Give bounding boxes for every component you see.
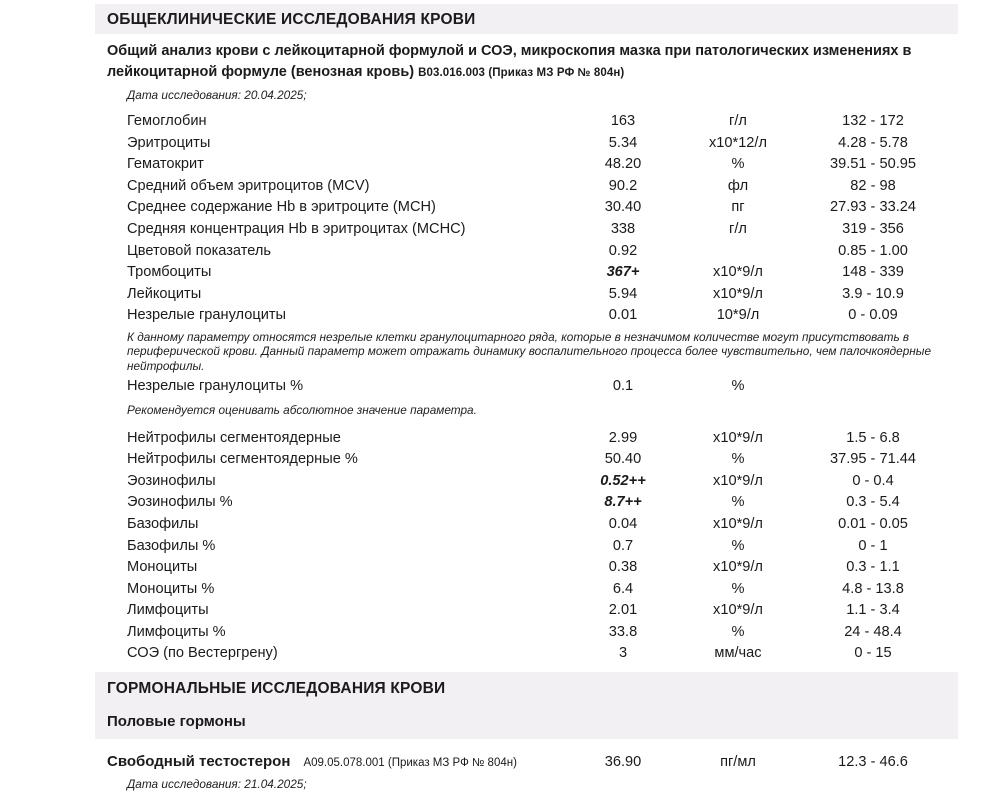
cbc-study-date: Дата исследования: 20.04.2025; <box>127 88 307 102</box>
test-unit: % <box>731 451 745 468</box>
test-unit: пг/мл <box>720 754 756 771</box>
test-value: 163 <box>610 113 636 129</box>
test-unit: х10*12/л <box>708 134 767 151</box>
test-name: Базофилы <box>127 515 199 532</box>
test-unit: % <box>731 156 745 173</box>
test-reference: 4.28 - 5.78 <box>838 134 908 151</box>
test-value: 338 <box>610 220 636 237</box>
test-name: Средний объем эритроцитов (MCV) <box>127 177 370 194</box>
hormone-test-row <box>95 752 958 773</box>
subsection-title-sex-hormones: Половые гормоны <box>107 713 246 731</box>
table-row <box>95 643 958 665</box>
test-reference: 24 - 48.4 <box>844 623 902 640</box>
table-row <box>95 579 958 601</box>
table-row <box>95 492 958 514</box>
test-reference: 0 - 15 <box>854 645 892 662</box>
test-value: 36.90 <box>604 754 642 771</box>
test-name: Лимфоциты <box>127 602 209 619</box>
test-value: 367+ <box>606 264 640 281</box>
cbc-subtitle-text: Общий анализ крови с лейкоцитарной формулой и СОЭ, микроскопия мазка при патологических изменениях в лейкоцитарной формуле (венозная кровь) <box>107 43 912 80</box>
test-unit: 10*9/л <box>716 307 760 324</box>
test-reference: 132 - 172 <box>842 113 904 129</box>
test-value: 6.4 <box>612 580 634 597</box>
test-name: Среднее содержание Hb в эритроците (MCH) <box>127 199 436 216</box>
table-row <box>95 514 958 536</box>
test-name: Нейтрофилы сегментоядерные <box>127 429 341 446</box>
test-value: 0.1 <box>612 378 634 395</box>
hormone-study-date: Дата исследования: 21.04.2025; <box>127 777 307 791</box>
test-reference: 319 - 356 <box>842 220 904 237</box>
test-value: 8.7++ <box>604 494 642 511</box>
table-row <box>95 111 958 133</box>
test-reference: 0 - 0.09 <box>848 307 898 324</box>
test-value: 30.40 <box>604 199 642 216</box>
test-reference: 0 - 0.4 <box>852 472 894 489</box>
table-row <box>95 622 958 644</box>
test-unit: х10*9/л <box>713 559 763 576</box>
test-value: 5.34 <box>608 134 638 151</box>
test-name: Лейкоциты <box>127 285 202 302</box>
test-value: 2.01 <box>608 602 638 619</box>
test-reference: 0.85 - 1.00 <box>838 242 908 259</box>
test-name: Моноциты % <box>127 580 215 597</box>
table-row <box>95 376 958 398</box>
test-unit: г/л <box>729 113 747 129</box>
cbc-subtitle <box>107 41 946 84</box>
test-reference: 0.3 - 5.4 <box>846 494 900 511</box>
table-row <box>95 133 958 155</box>
test-name: Цветовой показатель <box>127 242 271 259</box>
test-name: Свободный тестостерон <box>107 753 291 771</box>
test-value: 2.99 <box>608 429 638 446</box>
test-reference: 39.51 - 50.95 <box>829 156 916 173</box>
test-code: A09.05.078.001 (Приказ МЗ РФ № 804н) <box>303 757 517 770</box>
test-unit: % <box>731 378 745 395</box>
test-unit: х10*9/л <box>713 515 763 532</box>
cbc-table <box>95 111 958 665</box>
test-unit: х10*9/л <box>713 429 763 446</box>
test-reference: 82 - 98 <box>850 177 896 194</box>
section-title-hormones: ГОРМОНАЛЬНЫЕ ИССЛЕДОВАНИЯ КРОВИ <box>107 680 446 698</box>
test-reference: 4.8 - 13.8 <box>842 580 904 597</box>
lab-report-page <box>95 0 958 791</box>
table-row <box>95 600 958 622</box>
row-note: К данному параметру относятся незрелые клетки гранулоцитарного ряда, которые в незначимом количестве могут присутствовать в периферической крови. Данный параметр может отражать динамику воспалительного процесса более чувствительно, чем палочкоядерные нейтрофилы. <box>127 329 932 373</box>
row-note: Рекомендуется оценивать абсолютное значение параметра. <box>127 403 477 418</box>
table-row <box>95 449 958 471</box>
test-value: 0.92 <box>608 242 638 259</box>
test-value: 5.94 <box>608 285 638 302</box>
test-name: Гематокрит <box>127 156 204 173</box>
table-row <box>95 262 958 284</box>
section-title-cbc: ОБЩЕКЛИНИЧЕСКИЕ ИССЛЕДОВАНИЯ КРОВИ <box>95 4 958 34</box>
test-value: 0.38 <box>608 559 638 576</box>
test-name: СОЭ (по Вестергрену) <box>127 645 278 662</box>
test-reference: 0 - 1 <box>858 537 888 554</box>
test-reference: 27.93 - 33.24 <box>829 199 916 216</box>
test-unit: х10*9/л <box>713 264 763 281</box>
test-unit: % <box>731 494 745 511</box>
table-row <box>95 557 958 579</box>
cbc-service-code: B03.016.003 (Приказ МЗ РФ № 804н) <box>418 67 625 79</box>
test-unit: х10*9/л <box>713 285 763 302</box>
test-reference: 12.3 - 46.6 <box>838 754 908 771</box>
test-value: 33.8 <box>608 623 638 640</box>
table-row <box>95 154 958 176</box>
test-unit: х10*9/л <box>713 602 763 619</box>
test-value: 0.04 <box>608 515 638 532</box>
test-reference: 0.01 - 0.05 <box>838 515 908 532</box>
table-row <box>95 305 958 327</box>
table-row <box>95 219 958 241</box>
table-row <box>95 241 958 263</box>
table-row <box>95 176 958 198</box>
test-reference: 3.9 - 10.9 <box>842 285 904 302</box>
test-value: 0.52++ <box>600 472 646 489</box>
test-reference: 1.5 - 6.8 <box>846 429 900 446</box>
test-reference: 37.95 - 71.44 <box>829 451 916 468</box>
hormone-test-name-cell <box>95 752 558 773</box>
test-name: Незрелые гранулоциты % <box>127 378 304 395</box>
test-name: Эозинофилы <box>127 472 216 489</box>
test-reference: 148 - 339 <box>842 264 904 281</box>
table-row <box>95 536 958 558</box>
table-row <box>95 428 958 450</box>
test-reference: 1.1 - 3.4 <box>846 602 900 619</box>
table-row <box>95 471 958 493</box>
test-unit: % <box>731 623 745 640</box>
test-name: Нейтрофилы сегментоядерные % <box>127 451 358 468</box>
test-value: 50.40 <box>604 451 642 468</box>
test-unit: пг <box>731 199 745 216</box>
hormone-section <box>95 672 958 739</box>
test-unit: мм/час <box>714 645 762 662</box>
test-name: Лимфоциты % <box>127 623 226 640</box>
table-row <box>95 197 958 219</box>
test-unit: фл <box>727 177 749 194</box>
test-value: 0.01 <box>608 307 638 324</box>
test-name: Незрелые гранулоциты <box>127 307 287 324</box>
test-name: Средняя концентрация Hb в эритроцитах (MCHC) <box>127 220 466 237</box>
test-name: Эритроциты <box>127 134 211 151</box>
test-value: 48.20 <box>604 156 642 173</box>
test-reference <box>788 376 958 398</box>
test-value: 0.7 <box>612 537 634 554</box>
table-row <box>95 284 958 306</box>
test-unit: % <box>731 537 745 554</box>
test-unit: % <box>731 580 745 597</box>
test-unit <box>688 241 788 263</box>
test-name: Моноциты <box>127 559 198 576</box>
test-reference: 0.3 - 1.1 <box>846 559 900 576</box>
test-name: Эозинофилы % <box>127 494 233 511</box>
test-value: 3 <box>618 645 628 662</box>
test-name: Тромбоциты <box>127 264 212 281</box>
test-name: Гемоглобин <box>127 113 207 129</box>
test-unit: х10*9/л <box>713 472 763 489</box>
test-unit: г/л <box>729 220 747 237</box>
test-value: 90.2 <box>608 177 638 194</box>
test-name: Базофилы % <box>127 537 216 554</box>
